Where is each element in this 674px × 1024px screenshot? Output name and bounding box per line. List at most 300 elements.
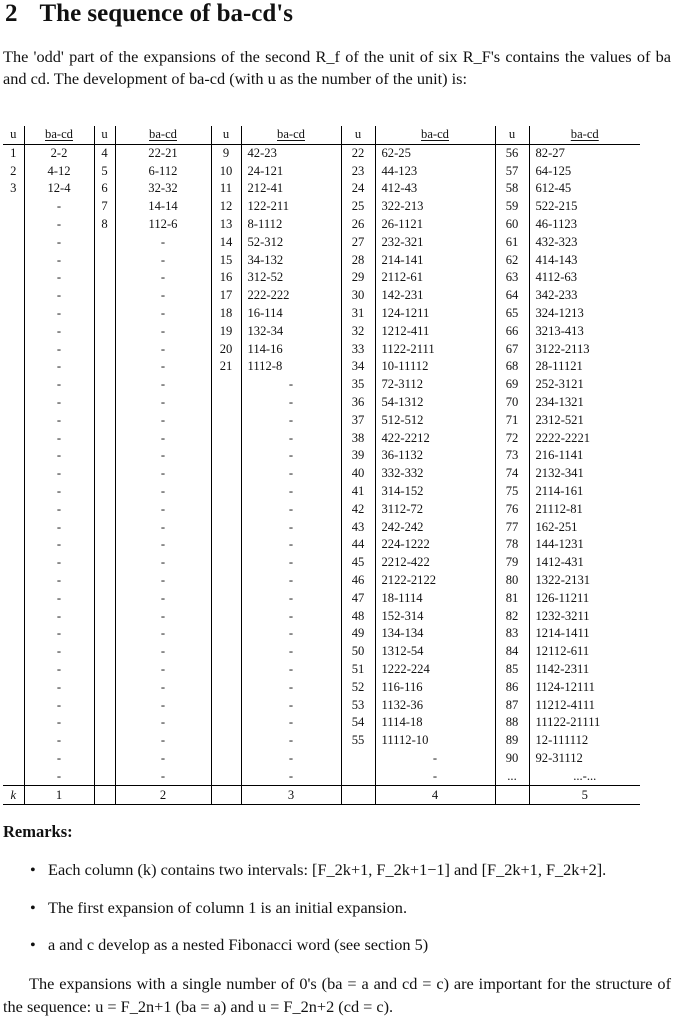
cell-u: 89: [495, 732, 529, 750]
cell-bacd: 1214-1411: [529, 625, 640, 643]
cell-u: 85: [495, 661, 529, 679]
cell-u: 82: [495, 608, 529, 626]
cell-bacd: -: [241, 661, 341, 679]
cell-u: 88: [495, 714, 529, 732]
cell-u: 48: [341, 608, 375, 626]
table-row: [3, 732, 640, 750]
cell-u: 56: [495, 144, 529, 162]
cell-u: [211, 412, 241, 430]
table-row: [3, 536, 640, 554]
cell-bacd: 242-242: [375, 519, 495, 537]
cell-bacd: 342-233: [529, 287, 640, 305]
cell-bacd: -: [241, 430, 341, 448]
cell-bacd: -: [241, 625, 341, 643]
cell-bacd: -: [115, 572, 211, 590]
cell-u: 11: [211, 180, 241, 198]
cell-u: [3, 554, 24, 572]
cell-bacd: -: [241, 572, 341, 590]
cell-bacd: 2114-161: [529, 483, 640, 501]
cell-bacd: 1222-224: [375, 661, 495, 679]
cell-bacd: -: [241, 394, 341, 412]
cell-u: [211, 661, 241, 679]
cell-u: 78: [495, 536, 529, 554]
cell-u: 44: [341, 536, 375, 554]
remark-text: The first expansion of column 1 is an initial expansion.: [48, 898, 408, 917]
cell-bacd: -: [115, 714, 211, 732]
cell-bacd: 222-222: [241, 287, 341, 305]
cell-bacd: 212-41: [241, 180, 341, 198]
header-bacd: [529, 126, 640, 144]
cell-u: 43: [341, 519, 375, 537]
cell-u: 31: [341, 305, 375, 323]
cell-bacd: -: [24, 430, 94, 448]
cell-u: 35: [341, 376, 375, 394]
cell-bacd: -: [115, 768, 211, 786]
cell-bacd: 44-123: [375, 163, 495, 181]
cell-bacd: 414-143: [529, 252, 640, 270]
table-row: [3, 323, 640, 341]
cell-u: 39: [341, 447, 375, 465]
cell-bacd: 422-2212: [375, 430, 495, 448]
header-bacd-label: ba-cd: [421, 127, 449, 141]
cell-bacd: 214-141: [375, 252, 495, 270]
cell-u: [94, 412, 115, 430]
cell-bacd: -: [115, 536, 211, 554]
bullet-icon: •: [30, 860, 36, 879]
header-bacd: [115, 126, 211, 144]
cell-bacd: -: [115, 341, 211, 359]
cell-bacd: -: [115, 412, 211, 430]
cell-u: 26: [341, 216, 375, 234]
header-u: u: [94, 126, 115, 144]
cell-u: [211, 714, 241, 732]
cell-bacd: -: [24, 376, 94, 394]
cell-bacd: 21112-81: [529, 501, 640, 519]
header-bacd-label: ba-cd: [45, 127, 73, 141]
cell-bacd: -: [24, 198, 94, 216]
cell-bacd: -: [24, 501, 94, 519]
remark-text: Each column (k) contains two intervals: [F_2k+1, F_2k+1−1] and [F_2k+1, F_2k+2].: [48, 860, 607, 879]
cell-bacd: 11112-10: [375, 732, 495, 750]
cell-u: 21: [211, 358, 241, 376]
cell-u: [94, 519, 115, 537]
cell-u: [3, 661, 24, 679]
cell-u: [94, 590, 115, 608]
cell-bacd: 132-34: [241, 323, 341, 341]
cell-bacd: 34-132: [241, 252, 341, 270]
k-value: 3: [241, 786, 341, 805]
table-header-row: [3, 126, 640, 144]
cell-u: 60: [495, 216, 529, 234]
cell-bacd: 22-21: [115, 144, 211, 162]
cell-bacd: 1132-36: [375, 697, 495, 715]
cell-u: 16: [211, 269, 241, 287]
cell-u: 37: [341, 412, 375, 430]
cell-bacd: -: [241, 732, 341, 750]
cell-u: 79: [495, 554, 529, 572]
cell-bacd: 312-52: [241, 269, 341, 287]
cell-u: [94, 376, 115, 394]
cell-bacd: 14-14: [115, 198, 211, 216]
cell-bacd: 82-27: [529, 144, 640, 162]
cell-u: 10: [211, 163, 241, 181]
table-row: [3, 412, 640, 430]
cell-u: [211, 501, 241, 519]
cell-u: [94, 430, 115, 448]
table-row: [3, 163, 640, 181]
cell-bacd: 26-1121: [375, 216, 495, 234]
cell-u: [211, 625, 241, 643]
remark-text: a and c develop as a nested Fibonacci word (see section 5): [48, 935, 429, 954]
cell-u: [94, 643, 115, 661]
cell-bacd: 1412-431: [529, 554, 640, 572]
k-spacer: [495, 786, 529, 805]
cell-bacd: 4112-63: [529, 269, 640, 287]
cell-bacd: 16-114: [241, 305, 341, 323]
cell-bacd: 162-251: [529, 519, 640, 537]
cell-u: [211, 590, 241, 608]
cell-bacd: -: [24, 572, 94, 590]
cell-u: [3, 608, 24, 626]
cell-u: 6: [94, 180, 115, 198]
cell-bacd: -: [241, 501, 341, 519]
table-row: [3, 697, 640, 715]
cell-u: [3, 234, 24, 252]
cell-u: [94, 625, 115, 643]
cell-u: [3, 269, 24, 287]
cell-bacd: 1124-12111: [529, 679, 640, 697]
cell-bacd: 1232-3211: [529, 608, 640, 626]
cell-u: 74: [495, 465, 529, 483]
cell-bacd: -: [24, 465, 94, 483]
cell-bacd: 54-1312: [375, 394, 495, 412]
cell-u: 90: [495, 750, 529, 768]
intro-paragraph: The 'odd' part of the expansions of the second R_f of the unit of six R_F's contains the values of ba and cd. The development of ba-cd (with u as the number of the unit) is:: [3, 47, 671, 88]
cell-u: 45: [341, 554, 375, 572]
cell-bacd: -: [24, 590, 94, 608]
cell-bacd: -: [115, 608, 211, 626]
cell-bacd: 232-321: [375, 234, 495, 252]
cell-bacd: 142-231: [375, 287, 495, 305]
cell-u: [94, 358, 115, 376]
cell-u: 2: [10, 163, 17, 178]
table-row: [3, 465, 640, 483]
cell-bacd: 126-11211: [529, 590, 640, 608]
cell-bacd: 2312-521: [529, 412, 640, 430]
cell-bacd: -: [241, 590, 341, 608]
cell-bacd: 314-152: [375, 483, 495, 501]
cell-bacd: 224-1222: [375, 536, 495, 554]
cell-u: [94, 697, 115, 715]
cell-u: 15: [211, 252, 241, 270]
cell-bacd: 2-2: [24, 144, 94, 162]
k-value: 2: [115, 786, 211, 805]
cell-bacd: 234-1321: [529, 394, 640, 412]
cell-bacd: -: [24, 732, 94, 750]
k-spacer: [341, 786, 375, 805]
table-row: [3, 590, 640, 608]
cell-u: [211, 572, 241, 590]
header-u: u: [341, 126, 375, 144]
cell-u: 50: [341, 643, 375, 661]
cell-u: [3, 679, 24, 697]
cell-u: 75: [495, 483, 529, 501]
cell-bacd: 114-16: [241, 341, 341, 359]
cell-bacd: -: [115, 661, 211, 679]
cell-bacd: 28-11121: [529, 358, 640, 376]
cell-bacd: 1112-8: [241, 358, 341, 376]
table-row: [3, 572, 640, 590]
cell-u: 46: [341, 572, 375, 590]
cell-u: 70: [495, 394, 529, 412]
cell-u: 68: [495, 358, 529, 376]
cell-u: [94, 608, 115, 626]
cell-u: 73: [495, 447, 529, 465]
cell-bacd: -: [24, 483, 94, 501]
cell-bacd: -: [241, 536, 341, 554]
cell-bacd: -: [115, 554, 211, 572]
cell-u: [3, 697, 24, 715]
cell-u: 22: [341, 144, 375, 162]
cell-bacd: 144-1231: [529, 536, 640, 554]
table-row: [3, 447, 640, 465]
cell-bacd: -: [24, 679, 94, 697]
cell-bacd: -: [375, 768, 495, 786]
cell-bacd: -: [241, 768, 341, 786]
cell-u: 41: [341, 483, 375, 501]
table-row: [3, 269, 640, 287]
cell-u: [3, 643, 24, 661]
remark-item: [30, 898, 407, 918]
cell-bacd: 522-215: [529, 198, 640, 216]
cell-u: 42: [341, 501, 375, 519]
cell-bacd: 412-43: [375, 180, 495, 198]
cell-u: 34: [341, 358, 375, 376]
cell-bacd: -: [115, 269, 211, 287]
cell-bacd: -: [241, 376, 341, 394]
remarks-title: Remarks:: [3, 822, 73, 841]
cell-u: 8: [94, 216, 115, 234]
cell-u: 67: [495, 341, 529, 359]
cell-bacd: -: [24, 625, 94, 643]
cell-u: [94, 714, 115, 732]
cell-bacd: -: [115, 643, 211, 661]
cell-bacd: 12112-611: [529, 643, 640, 661]
cell-bacd: 11122-21111: [529, 714, 640, 732]
cell-u: [3, 536, 24, 554]
cell-bacd: -: [24, 536, 94, 554]
cell-u: 86: [495, 679, 529, 697]
cell-u: [3, 394, 24, 412]
cell-u: 51: [341, 661, 375, 679]
cell-u: [94, 447, 115, 465]
table-row: [3, 180, 640, 198]
cell-u: 24: [341, 180, 375, 198]
cell-bacd: -: [24, 447, 94, 465]
cell-bacd: -: [241, 447, 341, 465]
cell-u: 76: [495, 501, 529, 519]
cell-bacd: -: [24, 234, 94, 252]
cell-bacd: -: [241, 412, 341, 430]
cell-u: 30: [341, 287, 375, 305]
cell-bacd: -: [241, 554, 341, 572]
table-row: [3, 608, 640, 626]
table-row: [3, 430, 640, 448]
cell-u: 29: [341, 269, 375, 287]
cell-bacd: 64-125: [529, 163, 640, 181]
cell-bacd: 512-512: [375, 412, 495, 430]
cell-bacd: -: [115, 519, 211, 537]
table-row: [3, 501, 640, 519]
cell-bacd: 252-3121: [529, 376, 640, 394]
cell-bacd: -: [24, 554, 94, 572]
cell-bacd: -: [115, 447, 211, 465]
cell-u: [3, 501, 24, 519]
cell-u: 63: [495, 269, 529, 287]
cell-u: 20: [211, 341, 241, 359]
cell-bacd: 216-1141: [529, 447, 640, 465]
table-row: [3, 287, 640, 305]
cell-u: [211, 679, 241, 697]
cell-u: [3, 430, 24, 448]
cell-bacd: -: [115, 625, 211, 643]
cell-bacd: -: [241, 608, 341, 626]
cell-u: [211, 536, 241, 554]
cell-u: 27: [341, 234, 375, 252]
cell-u: [3, 465, 24, 483]
table-row: [3, 198, 640, 216]
cell-u: [94, 234, 115, 252]
cell-bacd: 152-314: [375, 608, 495, 626]
cell-bacd: -: [24, 305, 94, 323]
k-value: 1: [24, 786, 94, 805]
k-spacer: [94, 786, 115, 805]
cell-u: 13: [211, 216, 241, 234]
cell-u: 64: [495, 287, 529, 305]
cell-bacd: -: [115, 287, 211, 305]
cell-u: 40: [341, 465, 375, 483]
header-u: u: [495, 126, 529, 144]
cell-bacd: 1212-411: [375, 323, 495, 341]
cell-bacd: -: [24, 750, 94, 768]
table-row: [3, 483, 640, 501]
cell-u: 53: [341, 697, 375, 715]
cell-u: 3: [10, 181, 17, 196]
cell-u: [211, 430, 241, 448]
cell-u: [3, 216, 24, 234]
bullet-icon: •: [30, 898, 36, 917]
cell-u: [94, 661, 115, 679]
cell-u: [3, 358, 24, 376]
section-heading: [5, 0, 293, 28]
cell-u: [211, 732, 241, 750]
cell-u: 4: [94, 144, 115, 162]
cell-bacd: 2112-61: [375, 269, 495, 287]
cell-u: [94, 465, 115, 483]
cell-u: 36: [341, 394, 375, 412]
cell-u: [211, 483, 241, 501]
table-row: [3, 554, 640, 572]
cell-u: 18: [211, 305, 241, 323]
cell-u: 47: [341, 590, 375, 608]
cell-u: 49: [341, 625, 375, 643]
table-row: [3, 768, 640, 786]
cell-bacd: 12-111112: [529, 732, 640, 750]
cell-bacd: 612-45: [529, 180, 640, 198]
cell-bacd: -: [115, 501, 211, 519]
cell-u: [3, 376, 24, 394]
table-row: [3, 305, 640, 323]
cell-bacd: 18-1114: [375, 590, 495, 608]
cell-bacd: 322-213: [375, 198, 495, 216]
cell-bacd: 6-112: [115, 163, 211, 181]
cell-bacd: 3213-413: [529, 323, 640, 341]
cell-u: [3, 412, 24, 430]
cell-u: ...: [495, 768, 529, 786]
cell-bacd: -: [24, 643, 94, 661]
cell-u: [211, 750, 241, 768]
cell-bacd: 324-1213: [529, 305, 640, 323]
cell-bacd: 24-121: [241, 163, 341, 181]
cell-bacd: -: [241, 679, 341, 697]
bacd-table: [3, 126, 640, 805]
cell-bacd: -: [241, 697, 341, 715]
cell-bacd: -: [375, 750, 495, 768]
cell-u: 28: [341, 252, 375, 270]
cell-u: 17: [211, 287, 241, 305]
cell-u: 54: [341, 714, 375, 732]
header-bacd: [24, 126, 94, 144]
cell-bacd: -: [24, 216, 94, 234]
cell-u: 72: [495, 430, 529, 448]
cell-bacd: -: [115, 483, 211, 501]
cell-bacd: 3112-72: [375, 501, 495, 519]
cell-bacd: -: [115, 430, 211, 448]
cell-bacd: -: [115, 305, 211, 323]
cell-bacd: 122-211: [241, 198, 341, 216]
cell-u: 38: [341, 430, 375, 448]
cell-bacd: 12-4: [24, 180, 94, 198]
cell-bacd: 46-1123: [529, 216, 640, 234]
cell-bacd: -: [24, 394, 94, 412]
cell-u: 62: [495, 252, 529, 270]
cell-u: [3, 750, 24, 768]
cell-bacd: 72-3112: [375, 376, 495, 394]
closing-text: The expansions with a single number of 0's (ba = a and cd = c) are important for the structure of the sequence: u = F_2n+1 (ba = a) and u = F_2n+2 (cd = c).: [3, 974, 671, 1016]
section-title: The sequence of ba-cd's: [39, 0, 293, 27]
cell-u: [94, 679, 115, 697]
header-bacd-label: ba-cd: [570, 127, 599, 141]
cell-bacd: -: [115, 358, 211, 376]
cell-u: [94, 501, 115, 519]
cell-u: [94, 554, 115, 572]
table-row: [3, 661, 640, 679]
cell-u: [94, 732, 115, 750]
cell-bacd: 36-1132: [375, 447, 495, 465]
cell-bacd: 1322-2131: [529, 572, 640, 590]
table-row: [3, 144, 640, 162]
cell-bacd: 3122-2113: [529, 341, 640, 359]
cell-u: [211, 447, 241, 465]
table-row: [3, 519, 640, 537]
cell-bacd: 2212-422: [375, 554, 495, 572]
cell-u: 83: [495, 625, 529, 643]
k-value: 4: [375, 786, 495, 805]
table-row: [3, 643, 640, 661]
cell-u: 25: [341, 198, 375, 216]
cell-u: [94, 323, 115, 341]
cell-u: [211, 465, 241, 483]
